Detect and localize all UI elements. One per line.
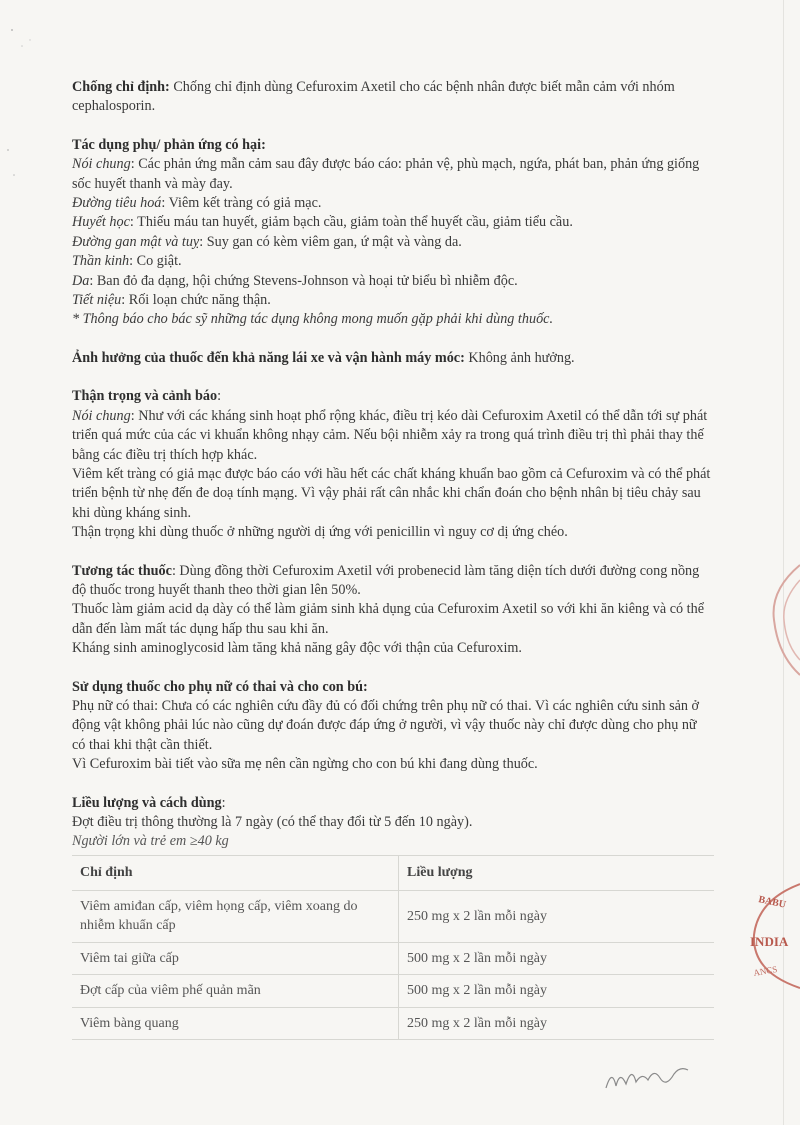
stamp-text-mid: INDIA — [750, 934, 789, 949]
section-pregnancy — [72, 678, 712, 775]
dosage-table — [72, 855, 714, 1040]
side-item: Nói chung: Các phản ứng mẫn cảm sau đây được báo cáo: phản vệ, phù mạch, ngứa, phát ban, phản ứng giống sốc huyết thanh và mày đay. — [72, 156, 700, 192]
contra-label: Chống chỉ định: — [72, 79, 170, 95]
caution-para: Thận trọng khi dùng thuốc ở những người dị ứng với penicillin vì nguy cơ dị ứng chéo. — [72, 524, 568, 541]
driving-label: Ảnh hưởng của thuốc đến khả năng lái xe và vận hành máy móc: — [72, 349, 465, 366]
stamp-text-bottom: ANCS — [752, 963, 778, 978]
side-item: Huyết học: Thiếu máu tan huyết, giảm bạch cầu, giảm toàn thể huyết cầu, giảm tiểu cầu. — [72, 214, 573, 231]
dosage-title: Liều lượng và cách dùng — [72, 794, 222, 811]
driving-text: Không ảnh hưởng. — [464, 349, 575, 366]
pregnancy-title: Sử dụng thuốc cho phụ nữ có thai và cho con bú: — [72, 678, 368, 695]
section-cautions: Thận trọng và cảnh báo: Nói chung: Như với các kháng sinh hoạt phổ rộng khác, điều trị kéo dài Cefuroxim Axetil có thể dẫn tới sự phát triển quá mức của các vi khuẩn không nhạy cảm. Nếu bội nhiễm xảy ra trong quá trình điều trị thì phải thay thế bằng các điều trị thích hợp khác. Viêm kết tràng có giả mạc được báo cáo với hầu hết các chất kháng khuẩn bao gồm cả Cefuroxim và có thể phát triển bệnh từ nhẹ đến đe doạ tính mạng. Vì vậy phải rất cân nhắc khi chẩn đoán cho bệnh nhân bị tiêu chảy sau khi dùng kháng sinh. Thận trọng khi dùng thuốc ở những người dị ứng với penicillin vì nguy cơ dị ứng chéo. — [72, 387, 712, 542]
section-driving — [72, 349, 712, 368]
side-item: Đường gan mật và tuỵ: Suy gan có kèm viêm gan, ứ mật và vàng da. — [72, 233, 462, 250]
caution-para: Viêm kết tràng có giả mạc được báo cáo với hầu hết các chất kháng khuẩn bao gồm cả Cefuroxim và có thể phát triển bệnh từ nhẹ đến đe doạ tính mạng. Vì vậy phải rất cân nhắc khi chẩn đoán cho bệnh nhân bị tiêu chảy sau khi dùng kháng sinh. — [72, 465, 711, 521]
table-row: Viêm bàng quang 250 mg x 2 lần mỗi ngày — [72, 1007, 714, 1039]
table-header-row — [72, 855, 714, 890]
table-row: Viêm amiđan cấp, viêm họng cấp, viêm xoang do nhiễm khuẩn cấp 250 mg x 2 lần mỗi ngày — [72, 890, 714, 942]
side-item: Đường tiêu hoá: Viêm kết tràng có giả mạc. — [72, 195, 322, 212]
header-dose: Liều lượng — [399, 855, 715, 890]
section-side-effects — [72, 136, 712, 330]
side-effects-title: Tác dụng phụ/ phản ứng có hại: — [72, 136, 266, 153]
side-effects-note: * Thông báo cho bác sỹ những tác dụng không mong muốn gặp phải khi dùng thuốc. — [72, 311, 554, 328]
table-row: Viêm tai giữa cấp 500 mg x 2 lần mỗi ngày — [72, 942, 714, 974]
stamp-fragment-upper — [760, 560, 800, 680]
side-item: Thần kinh: Co giật. — [72, 253, 182, 270]
table-row: Đợt cấp của viêm phế quản mãn 500 mg x 2 lần mỗi ngày — [72, 975, 714, 1007]
handwritten-signature — [602, 1058, 692, 1098]
side-item: Tiết niệu: Rối loạn chức năng thận. — [72, 292, 271, 309]
dosage-para: Đợt điều trị thông thường là 7 ngày (có thể thay đổi từ 5 đến 10 ngày). — [72, 814, 473, 830]
document-body — [72, 78, 712, 1059]
stamp-text-top: BABU — [757, 894, 787, 911]
header-indication: Chỉ định — [72, 855, 399, 890]
contra-text: Chống chỉ định dùng Cefuroxim Axetil cho các bệnh nhân được biết mẫn cảm với nhóm cephalosporin. — [72, 79, 675, 115]
company-stamp — [744, 880, 800, 990]
side-item: Da: Ban đỏ đa dạng, hội chứng Stevens-Johnson và hoại tử biểu bì nhiễm độc. — [72, 272, 518, 289]
section-interactions: Tương tác thuốc: Dùng đồng thời Cefuroxim Axetil với probenecid làm tăng diện tích dưới đường cong nồng độ thuốc trong huyết thanh theo thời gian lên 50%. Thuốc làm giảm acid dạ dày có thể làm giảm sinh khả dụng của Cefuroxim Axetil so với khi ăn kiêng và có thể dẫn đến làm mất tác dụng hấp thu sau khi ăn. Kháng sinh aminoglycosid làm tăng khả năng gây độc với thận của Cefuroxim. — [72, 562, 712, 659]
caution-para: Nói chung: Như với các kháng sinh hoạt phổ rộng khác, điều trị kéo dài Cefuroxim Axetil có thể dẫn tới sự phát triển quá mức của các vi khuẩn không nhạy cảm. Nếu bội nhiễm xảy ra trong quá trình điều trị thì phải thay thế bằng các điều trị thích hợp khác. — [72, 407, 708, 463]
cautions-title: Thận trọng và cảnh báo — [72, 388, 218, 405]
scan-specks — [0, 0, 60, 200]
interactions-label: Tương tác thuốc — [72, 562, 172, 579]
interaction-para: Thuốc làm giảm acid dạ dày có thể làm giảm sinh khả dụng của Cefuroxim Axetil so với khi ăn kiêng và có thể dẫn đến làm mất tác dụng hấp thu sau khi ăn. — [72, 601, 704, 637]
pregnancy-para: Vì Cefuroxim bài tiết vào sữa mẹ nên cần ngừng cho con bú khi đang dùng thuốc. — [72, 756, 538, 773]
dosage-group: Người lớn và trẻ em ≥40 kg — [72, 833, 229, 850]
pregnancy-para: Phụ nữ có thai: Chưa có các nghiên cứu đầy đủ có đối chứng trên phụ nữ có thai. Vì các nghiên cứu sinh sản ở động vật không phải lúc nào cũng dự đoán được đáp ứng ở người, vì vậy thuốc này chỉ được dùng cho phụ nữ có thai khi thật cần thiết. — [72, 697, 700, 753]
interaction-para: Kháng sinh aminoglycosid làm tăng khả năng gây độc với thận của Cefuroxim. — [72, 640, 522, 657]
section-dosage: Liều lượng và cách dùng: Đợt điều trị thông thường là 7 ngày (có thể thay đổi từ 5 đến 10 ngày). Người lớn và trẻ em ≥40 kg Chỉ định Liều lượng Viêm amiđan cấp, viêm họng cấp, viêm xoang do nhiễm khuẩn cấp 250 mg x 2 lần mỗi ngày Viêm tai giữa cấp 500 mg x 2 lần mỗi ngày Đợt cấp của viêm phế quản mãn 500 mg x 2 lần mỗi ngày Viêm bàng quang 250 mg x 2 lần mỗi ngày — [72, 794, 712, 1040]
section-contraindications — [72, 78, 712, 117]
